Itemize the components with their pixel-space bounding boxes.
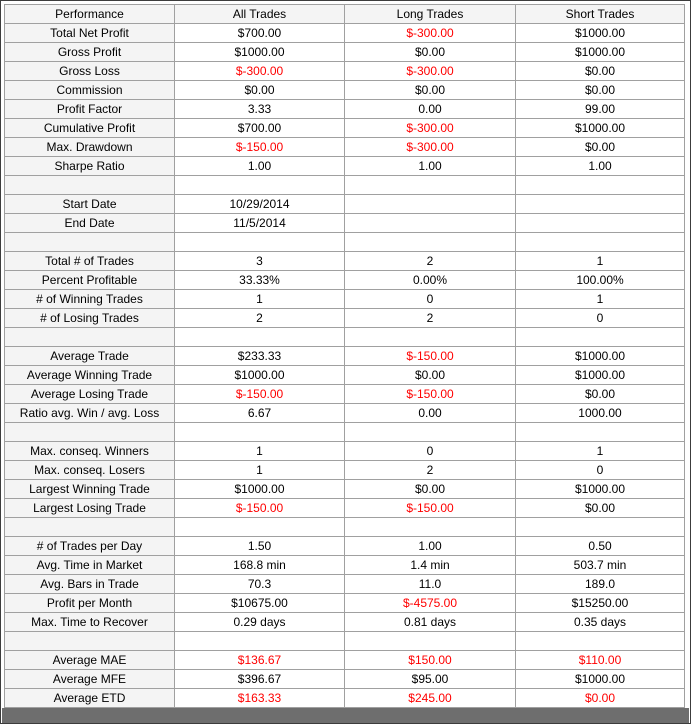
cell-short-trades[interactable] (516, 423, 685, 442)
cell-long-trades[interactable]: $-300.00 (345, 24, 516, 43)
row-label[interactable]: Total # of Trades (5, 252, 175, 271)
spacer-row[interactable] (5, 328, 685, 347)
cell-short-trades[interactable]: $1000.00 (516, 480, 685, 499)
column-header-long-trades[interactable]: Long Trades (345, 5, 516, 24)
cell-long-trades[interactable]: 0.00 (345, 404, 516, 423)
cell-all-trades[interactable]: 33.33% (175, 271, 345, 290)
spacer-row[interactable] (5, 423, 685, 442)
row-label[interactable]: Average Losing Trade (5, 385, 175, 404)
column-header-short-trades[interactable]: Short Trades (516, 5, 685, 24)
row-label[interactable]: Max. Drawdown (5, 138, 175, 157)
cell-short-trades[interactable] (516, 233, 685, 252)
cell-long-trades[interactable]: $-150.00 (345, 499, 516, 518)
cell-all-trades[interactable]: $-150.00 (175, 385, 345, 404)
cell-short-trades[interactable]: 0.50 (516, 537, 685, 556)
table-row[interactable] (5, 575, 685, 594)
table-row[interactable] (5, 138, 685, 157)
cell-long-trades[interactable]: $0.00 (345, 81, 516, 100)
cell-short-trades[interactable]: 1 (516, 252, 685, 271)
cell-long-trades[interactable]: $150.00 (345, 651, 516, 670)
row-label[interactable]: Sharpe Ratio (5, 157, 175, 176)
cell-long-trades[interactable]: $245.00 (345, 689, 516, 708)
table-row[interactable] (5, 442, 685, 461)
cell-all-trades[interactable]: 168.8 min (175, 556, 345, 575)
cell-short-trades[interactable]: $1000.00 (516, 43, 685, 62)
cell-long-trades[interactable]: 2 (345, 309, 516, 328)
table-row[interactable] (5, 613, 685, 632)
cell-long-trades[interactable]: 0 (345, 290, 516, 309)
cell-short-trades[interactable] (516, 195, 685, 214)
row-label[interactable]: # of Losing Trades (5, 309, 175, 328)
table-row[interactable] (5, 309, 685, 328)
row-label[interactable]: Percent Profitable (5, 271, 175, 290)
row-label[interactable]: Max. Time to Recover (5, 613, 175, 632)
table-row[interactable] (5, 100, 685, 119)
cell-all-trades[interactable]: $1000.00 (175, 43, 345, 62)
cell-short-trades[interactable]: 1 (516, 442, 685, 461)
cell-short-trades[interactable] (516, 518, 685, 537)
cell-short-trades[interactable]: $1000.00 (516, 347, 685, 366)
cell-long-trades[interactable]: 0 (345, 442, 516, 461)
cell-all-trades[interactable] (175, 176, 345, 195)
cell-long-trades[interactable]: $95.00 (345, 670, 516, 689)
cell-all-trades[interactable]: $136.67 (175, 651, 345, 670)
cell-all-trades[interactable]: 6.67 (175, 404, 345, 423)
cell-long-trades[interactable] (345, 195, 516, 214)
row-label[interactable]: Profit Factor (5, 100, 175, 119)
cell-short-trades[interactable]: $0.00 (516, 689, 685, 708)
cell-short-trades[interactable]: 0.35 days (516, 613, 685, 632)
cell-long-trades[interactable]: 2 (345, 252, 516, 271)
cell-all-trades[interactable] (175, 423, 345, 442)
cell-long-trades[interactable] (345, 214, 516, 233)
spacer-row[interactable] (5, 233, 685, 252)
cell-long-trades[interactable]: 1.00 (345, 537, 516, 556)
cell-long-trades[interactable]: $-300.00 (345, 62, 516, 81)
table-row[interactable] (5, 290, 685, 309)
cell-long-trades[interactable]: $-4575.00 (345, 594, 516, 613)
cell-all-trades[interactable]: 2 (175, 309, 345, 328)
cell-short-trades[interactable]: 1000.00 (516, 404, 685, 423)
cell-all-trades[interactable]: $-150.00 (175, 138, 345, 157)
cell-all-trades[interactable]: 1 (175, 290, 345, 309)
spacer-row[interactable] (5, 518, 685, 537)
row-label[interactable]: # of Trades per Day (5, 537, 175, 556)
row-label[interactable]: Max. conseq. Losers (5, 461, 175, 480)
cell-all-trades[interactable] (175, 328, 345, 347)
row-label[interactable]: Ratio avg. Win / avg. Loss (5, 404, 175, 423)
header-row (5, 5, 685, 24)
cell-all-trades[interactable]: $1000.00 (175, 480, 345, 499)
table-row[interactable] (5, 651, 685, 670)
table-row[interactable] (5, 62, 685, 81)
cell-short-trades[interactable]: 0 (516, 309, 685, 328)
cell-short-trades[interactable]: 99.00 (516, 100, 685, 119)
row-label[interactable]: # of Winning Trades (5, 290, 175, 309)
cell-all-trades[interactable]: $1000.00 (175, 366, 345, 385)
cell-short-trades[interactable]: 503.7 min (516, 556, 685, 575)
cell-long-trades[interactable]: $-300.00 (345, 138, 516, 157)
row-label[interactable]: Average Trade (5, 347, 175, 366)
row-label[interactable]: End Date (5, 214, 175, 233)
cell-all-trades[interactable]: 3.33 (175, 100, 345, 119)
cell-all-trades[interactable]: 11/5/2014 (175, 214, 345, 233)
horizontal-scrollbar[interactable] (2, 708, 689, 723)
row-label[interactable]: Average ETD (5, 689, 175, 708)
table-row[interactable] (5, 43, 685, 62)
row-label[interactable] (5, 233, 175, 252)
row-label[interactable]: Average MFE (5, 670, 175, 689)
cell-all-trades[interactable]: $0.00 (175, 81, 345, 100)
cell-long-trades[interactable] (345, 518, 516, 537)
table-row[interactable] (5, 252, 685, 271)
row-label[interactable]: Total Net Profit (5, 24, 175, 43)
cell-short-trades[interactable]: 1.00 (516, 157, 685, 176)
table-row[interactable] (5, 689, 685, 708)
row-label[interactable] (5, 632, 175, 651)
row-label[interactable]: Cumulative Profit (5, 119, 175, 138)
cell-short-trades[interactable]: $110.00 (516, 651, 685, 670)
cell-short-trades[interactable]: $1000.00 (516, 366, 685, 385)
cell-all-trades[interactable]: $700.00 (175, 24, 345, 43)
table-row[interactable] (5, 499, 685, 518)
row-label[interactable]: Profit per Month (5, 594, 175, 613)
cell-short-trades[interactable]: $0.00 (516, 62, 685, 81)
table-row[interactable] (5, 24, 685, 43)
cell-short-trades[interactable] (516, 328, 685, 347)
cell-long-trades[interactable]: 1.00 (345, 157, 516, 176)
cell-short-trades[interactable]: $0.00 (516, 499, 685, 518)
cell-long-trades[interactable]: 11.0 (345, 575, 516, 594)
row-label[interactable]: Start Date (5, 195, 175, 214)
cell-long-trades[interactable]: 0.81 days (345, 613, 516, 632)
cell-all-trades[interactable]: 3 (175, 252, 345, 271)
cell-long-trades[interactable]: $-300.00 (345, 119, 516, 138)
spacer-row[interactable] (5, 176, 685, 195)
cell-all-trades[interactable]: 1 (175, 461, 345, 480)
cell-all-trades[interactable]: 1.00 (175, 157, 345, 176)
cell-long-trades[interactable]: 2 (345, 461, 516, 480)
cell-all-trades[interactable]: 0.29 days (175, 613, 345, 632)
cell-short-trades[interactable]: $1000.00 (516, 670, 685, 689)
row-label[interactable]: Largest Winning Trade (5, 480, 175, 499)
table-row[interactable] (5, 195, 685, 214)
cell-long-trades[interactable] (345, 176, 516, 195)
cell-all-trades[interactable]: $396.67 (175, 670, 345, 689)
cell-all-trades[interactable]: $-300.00 (175, 62, 345, 81)
column-header-performance[interactable]: Performance (5, 5, 175, 24)
cell-all-trades[interactable] (175, 632, 345, 651)
cell-long-trades[interactable]: $0.00 (345, 366, 516, 385)
column-header-all-trades[interactable]: All Trades (175, 5, 345, 24)
cell-short-trades[interactable]: 189.0 (516, 575, 685, 594)
cell-long-trades[interactable]: 0.00% (345, 271, 516, 290)
table-row[interactable] (5, 385, 685, 404)
cell-long-trades[interactable]: $0.00 (345, 480, 516, 499)
cell-all-trades[interactable]: $163.33 (175, 689, 345, 708)
table-row[interactable] (5, 670, 685, 689)
row-label[interactable]: Avg. Bars in Trade (5, 575, 175, 594)
cell-long-trades[interactable]: $-150.00 (345, 347, 516, 366)
row-label[interactable] (5, 176, 175, 195)
cell-long-trades[interactable] (345, 328, 516, 347)
row-label[interactable] (5, 518, 175, 537)
table-row[interactable] (5, 119, 685, 138)
cell-all-trades[interactable]: $-150.00 (175, 499, 345, 518)
row-label[interactable]: Commission (5, 81, 175, 100)
cell-short-trades[interactable]: $0.00 (516, 385, 685, 404)
cell-all-trades[interactable]: 10/29/2014 (175, 195, 345, 214)
cell-short-trades[interactable]: $0.00 (516, 81, 685, 100)
row-label[interactable] (5, 423, 175, 442)
table-row[interactable] (5, 461, 685, 480)
table-row[interactable] (5, 81, 685, 100)
cell-long-trades[interactable]: 0.00 (345, 100, 516, 119)
table-row[interactable] (5, 480, 685, 499)
cell-short-trades[interactable] (516, 176, 685, 195)
table-row[interactable] (5, 347, 685, 366)
cell-all-trades[interactable]: $233.33 (175, 347, 345, 366)
cell-short-trades[interactable]: 1 (516, 290, 685, 309)
cell-long-trades[interactable]: $-150.00 (345, 385, 516, 404)
table-row[interactable] (5, 556, 685, 575)
table-row[interactable] (5, 537, 685, 556)
table-row[interactable] (5, 404, 685, 423)
cell-long-trades[interactable]: $0.00 (345, 43, 516, 62)
cell-all-trades[interactable]: $10675.00 (175, 594, 345, 613)
cell-short-trades[interactable]: $1000.00 (516, 24, 685, 43)
table-row[interactable] (5, 366, 685, 385)
cell-long-trades[interactable] (345, 632, 516, 651)
table-row[interactable] (5, 214, 685, 233)
grid-body (5, 24, 685, 708)
cell-short-trades[interactable]: 0 (516, 461, 685, 480)
cell-all-trades[interactable]: $700.00 (175, 119, 345, 138)
cell-short-trades[interactable] (516, 214, 685, 233)
cell-short-trades[interactable] (516, 632, 685, 651)
row-label[interactable]: Max. conseq. Winners (5, 442, 175, 461)
table-row[interactable] (5, 594, 685, 613)
cell-long-trades[interactable] (345, 423, 516, 442)
cell-all-trades[interactable] (175, 518, 345, 537)
row-label[interactable]: Gross Profit (5, 43, 175, 62)
cell-long-trades[interactable]: 1.4 min (345, 556, 516, 575)
table-row[interactable] (5, 157, 685, 176)
row-label[interactable]: Average MAE (5, 651, 175, 670)
cell-long-trades[interactable] (345, 233, 516, 252)
cell-all-trades[interactable]: 70.3 (175, 575, 345, 594)
row-label[interactable] (5, 328, 175, 347)
row-label[interactable]: Average Winning Trade (5, 366, 175, 385)
cell-short-trades[interactable]: $0.00 (516, 138, 685, 157)
row-label[interactable]: Avg. Time in Market (5, 556, 175, 575)
cell-all-trades[interactable] (175, 233, 345, 252)
cell-all-trades[interactable]: 1 (175, 442, 345, 461)
spacer-row[interactable] (5, 632, 685, 651)
cell-short-trades[interactable]: $1000.00 (516, 119, 685, 138)
cell-short-trades[interactable]: 100.00% (516, 271, 685, 290)
cell-all-trades[interactable]: 1.50 (175, 537, 345, 556)
row-label[interactable]: Largest Losing Trade (5, 499, 175, 518)
row-label[interactable]: Gross Loss (5, 62, 175, 81)
cell-short-trades[interactable]: $15250.00 (516, 594, 685, 613)
performance-grid (4, 4, 685, 708)
table-row[interactable] (5, 271, 685, 290)
